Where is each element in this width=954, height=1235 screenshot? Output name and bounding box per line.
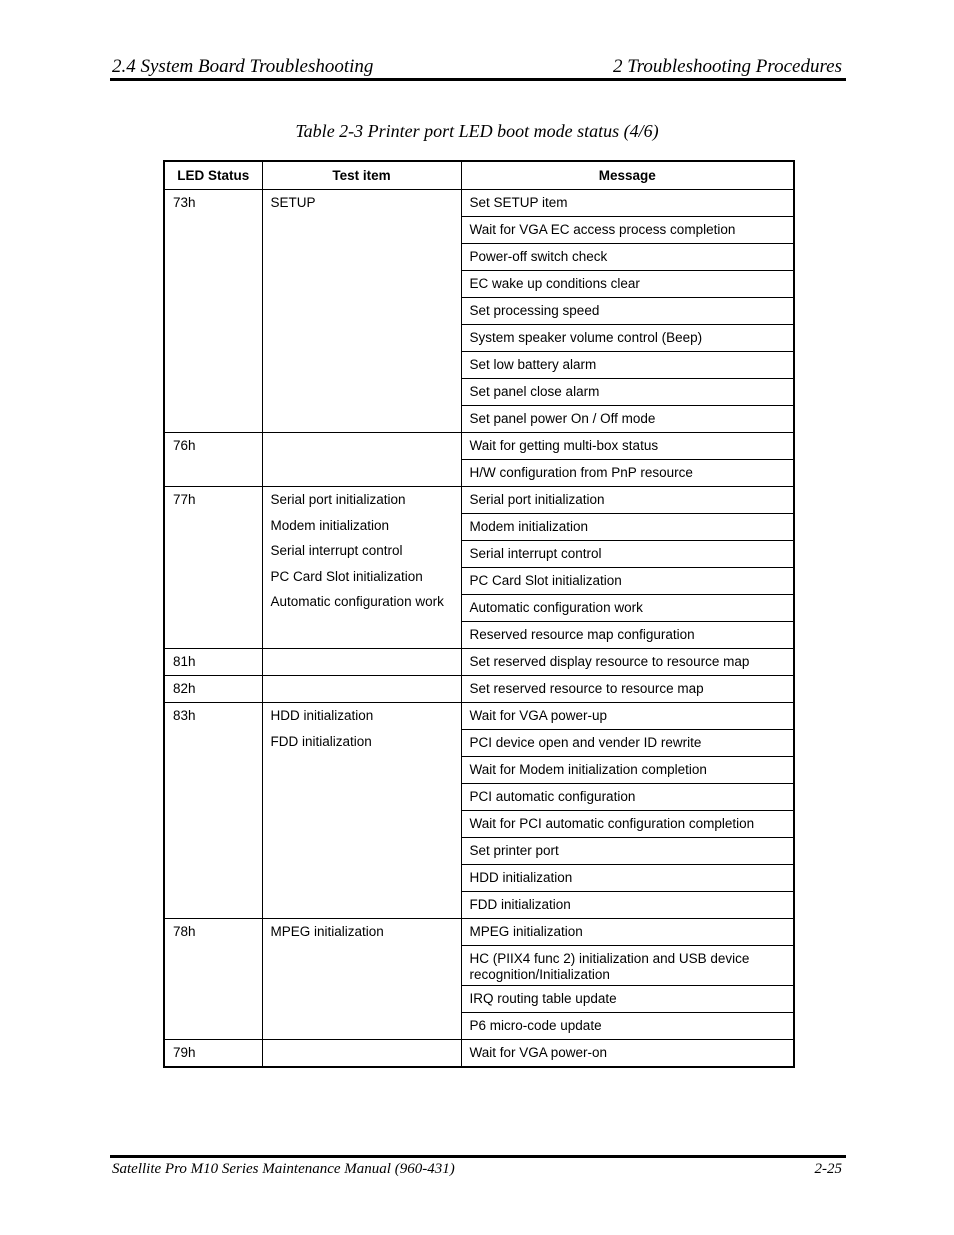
page-footer: [110, 1160, 846, 1180]
led-status-cell: 82h: [164, 676, 262, 703]
table-row: [164, 703, 794, 730]
message-cell: Set reserved resource to resource map: [461, 676, 794, 703]
message-cell: Automatic configuration work: [461, 595, 794, 622]
message-cell: Set SETUP item: [461, 190, 794, 217]
message-cell: Wait for VGA power-up: [461, 703, 794, 730]
test-item-cell: [262, 649, 461, 676]
message-cell: PC Card Slot initialization: [461, 568, 794, 595]
table-row: [164, 919, 794, 946]
header-chapter-title: 2 Troubleshooting Procedures: [612, 56, 842, 77]
message-cell: Wait for getting multi-box status: [461, 433, 794, 460]
message-cell: Serial interrupt control: [461, 541, 794, 568]
header-section-title: 2.4 System Board Troubleshooting: [112, 56, 374, 77]
led-status-cell: 81h: [164, 649, 262, 676]
message-cell: Set panel power On / Off mode: [461, 406, 794, 433]
test-item: Automatic configuration work: [270, 594, 444, 609]
message-cell: Reserved resource map configuration: [461, 622, 794, 649]
test-item: SETUP: [270, 195, 316, 210]
led-status-cell: 78h: [164, 919, 262, 1040]
led-status-cell: 77h: [164, 487, 262, 649]
message-cell: System speaker volume control (Beep): [461, 325, 794, 352]
test-item-cell: [262, 676, 461, 703]
message-cell: P6 micro-code update: [461, 1013, 794, 1040]
led-status-table: [163, 160, 795, 1068]
test-item-cell: [262, 190, 461, 433]
test-item: FDD initialization: [270, 733, 372, 749]
message-cell: Modem initialization: [461, 514, 794, 541]
message-cell: Set low battery alarm: [461, 352, 794, 379]
table-row: [164, 676, 794, 703]
message-cell: H/W configuration from PnP resource: [461, 460, 794, 487]
test-item-cell: [262, 433, 461, 487]
message-cell: Wait for VGA power-on: [461, 1040, 794, 1067]
message-cell: Wait for Modem initialization completion: [461, 757, 794, 784]
message-cell: IRQ routing table update: [461, 986, 794, 1013]
test-item-cell: [262, 487, 461, 649]
led-status-cell: 83h: [164, 703, 262, 919]
header-rule: [110, 78, 846, 81]
test-item: PC Card Slot initialization: [270, 568, 423, 584]
test-item: Serial port initialization: [270, 492, 406, 507]
message-cell: PCI device open and vender ID rewrite: [461, 730, 794, 757]
message-cell: Power-off switch check: [461, 244, 794, 271]
message-cell: Set printer port: [461, 838, 794, 865]
table-row: [164, 487, 794, 514]
column-header-led-status: LED Status: [164, 161, 262, 190]
led-status-cell: 79h: [164, 1040, 262, 1067]
footer-rule: [110, 1155, 846, 1158]
message-cell: HDD initialization: [461, 865, 794, 892]
message-cell: Set panel close alarm: [461, 379, 794, 406]
message-cell: FDD initialization: [461, 892, 794, 919]
message-cell: HC (PIIX4 func 2) initialization and USB device recognition/Initialization: [461, 946, 794, 986]
table-row: [164, 190, 794, 217]
message-cell: Wait for PCI automatic configuration completion: [461, 811, 794, 838]
message-cell: PCI automatic configuration: [461, 784, 794, 811]
test-item: Serial interrupt control: [270, 543, 403, 558]
message-cell: MPEG initialization: [461, 919, 794, 946]
table-row: [164, 433, 794, 460]
column-header-test-item: Test item: [262, 161, 461, 190]
table-row: [164, 649, 794, 676]
test-item-cell: [262, 703, 461, 919]
table-body: [164, 190, 794, 1067]
test-item: Modem initialization: [270, 517, 390, 533]
table-row: [164, 1040, 794, 1067]
footer-manual-title: Satellite Pro M10 Series Maintenance Manual (960-431): [112, 1161, 455, 1177]
table-header-row: [164, 161, 794, 190]
table-caption: Table 2-3 Printer port LED boot mode status (4/6): [295, 121, 659, 141]
led-status-cell: 76h: [164, 433, 262, 487]
message-cell: EC wake up conditions clear: [461, 271, 794, 298]
footer-page-number: 2-25: [814, 1161, 842, 1177]
test-item-cell: [262, 919, 461, 1040]
test-item: HDD initialization: [270, 708, 374, 723]
test-item: MPEG initialization: [270, 924, 384, 939]
message-cell: Set reserved display resource to resource map: [461, 649, 794, 676]
message-cell: Serial port initialization: [461, 487, 794, 514]
message-cell: Wait for VGA EC access process completion: [461, 217, 794, 244]
message-cell: Set processing speed: [461, 298, 794, 325]
led-status-cell: 73h: [164, 190, 262, 433]
column-header-message: Message: [461, 161, 794, 190]
test-item-cell: [262, 1040, 461, 1067]
